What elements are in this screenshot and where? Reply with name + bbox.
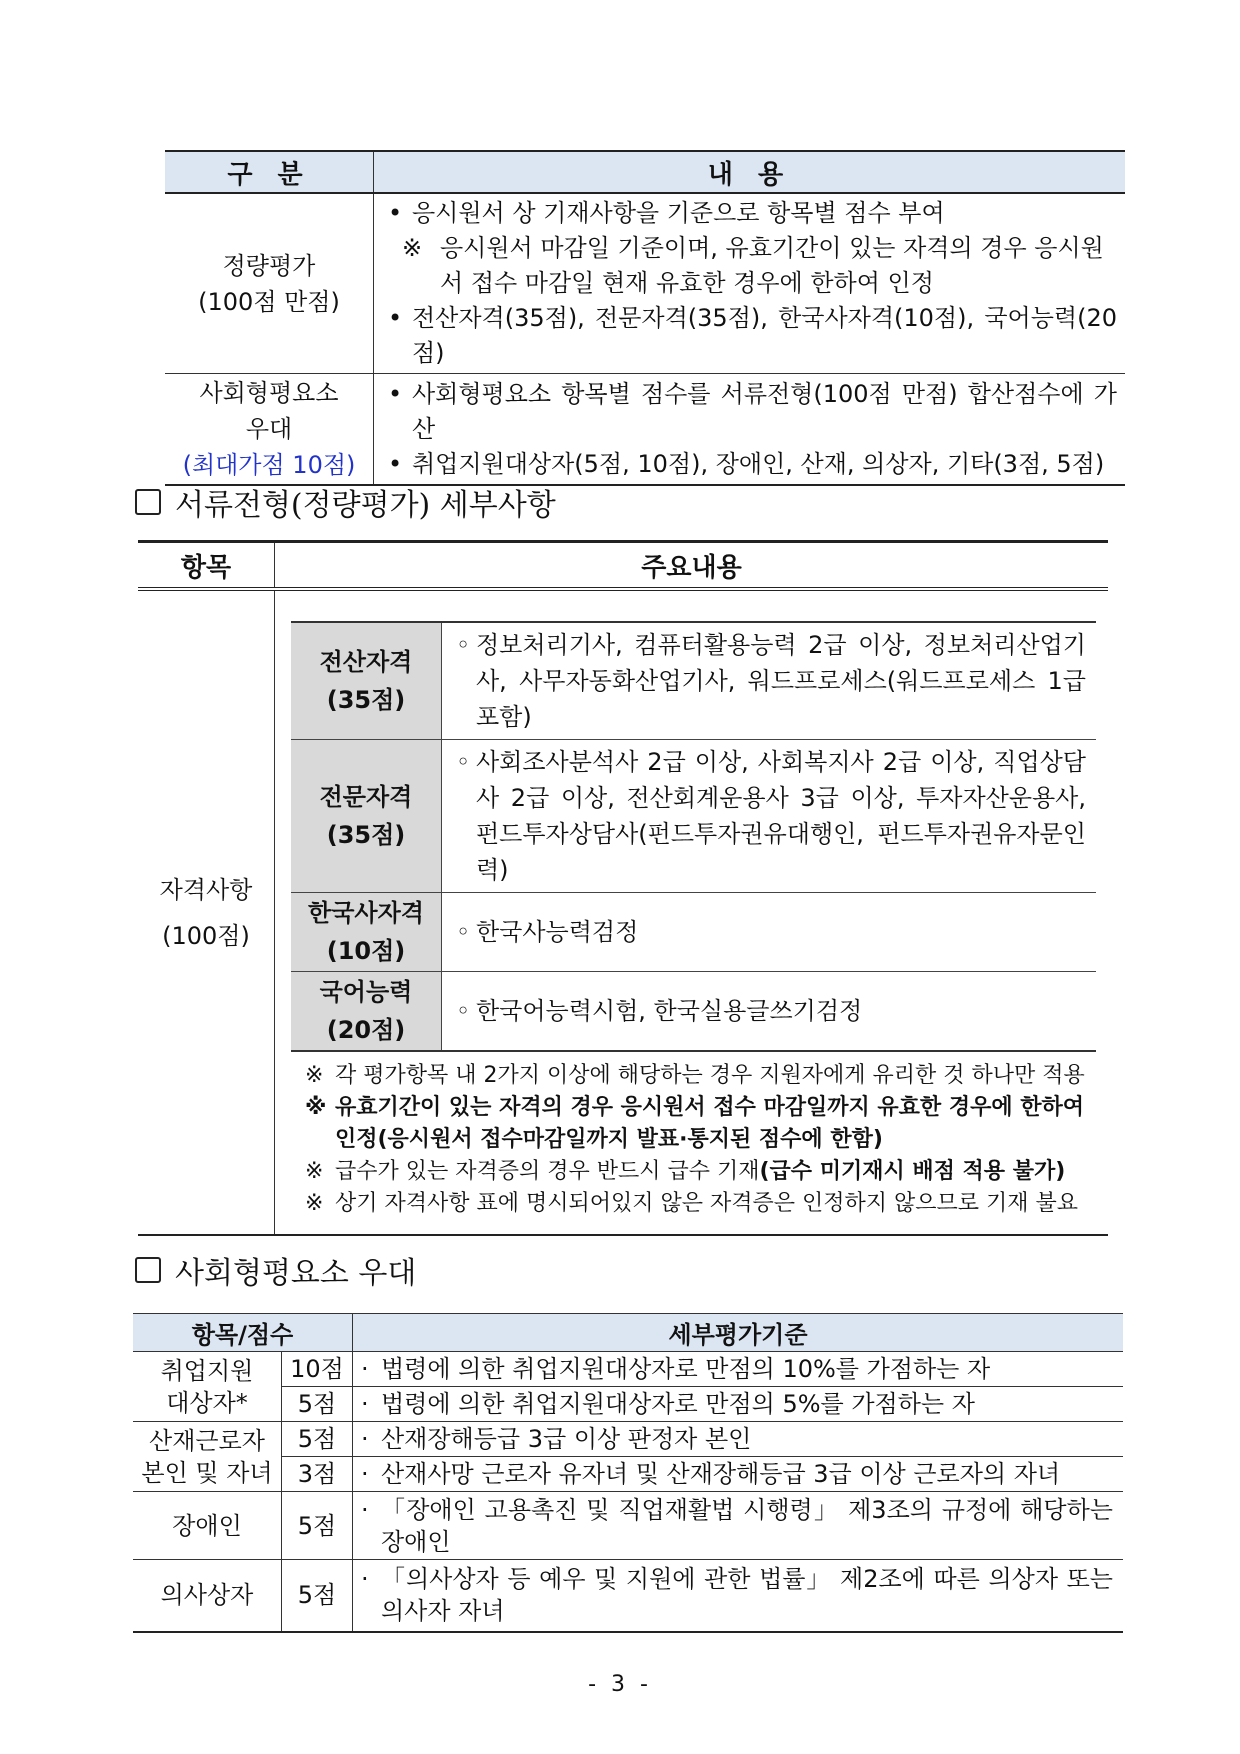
row-content bbox=[374, 193, 1126, 374]
evaluation-overview-table bbox=[165, 150, 1125, 486]
qualification-content: ◦ 사회조사분석사 2급 이상, 사회복지사 2급 이상, 직업상담사 2급 이상, 전산회계운용사 3급 이상, 투자자산운용사, 펀드투자상담사(펀드투자권유대행인, 펀드투자권유자문인력) bbox=[442, 740, 1097, 893]
qualification-content: ◦ 한국어능력시험, 한국실용글쓰기검정 bbox=[442, 972, 1097, 1052]
score: 5점 bbox=[282, 1387, 353, 1422]
criteria: · 산재장해등급 3급 이상 판정자 본인 bbox=[353, 1422, 1124, 1457]
table-row bbox=[165, 193, 1125, 374]
qualification-content: ◦ 정보처리기사, 컴퓨터활용능력 2급 이상, 정보처리산업기사, 사무자동화산업기사, 워드프로세스(워드프로세스 1급 포함) bbox=[442, 622, 1097, 740]
column-header-content: 내 용 bbox=[374, 151, 1126, 193]
table-row bbox=[133, 1457, 1123, 1492]
social-equity-table bbox=[133, 1313, 1123, 1633]
criteria: · 「장애인 고용촉진 및 직업재활법 시행령」 제3조의 규정에 해당하는 장애인 bbox=[353, 1492, 1124, 1560]
column-header-main-content: 주요내용 bbox=[275, 542, 1109, 590]
bullet-item: • 사회형평요소 항목별 점수를 서류전형(100점 만점) 합산점수에 가산 bbox=[388, 379, 1117, 443]
qualification-name: 전산자격 (35점) bbox=[291, 622, 442, 740]
label-line: 정량평가 bbox=[222, 251, 316, 280]
bullet-item: • 응시원서 상 기재사항을 기준으로 항목별 점수 부여 bbox=[388, 199, 945, 227]
qualification-name: 국어능력 (20점) bbox=[291, 972, 442, 1052]
criteria: · 법령에 의한 취업지원대상자로 만점의 10%를 가점하는 자 bbox=[353, 1352, 1124, 1387]
row-label bbox=[138, 589, 275, 1235]
note-item: ※ 급수가 있는 자격증의 경우 반드시 급수 기재(급수 미기재시 배점 적용 불가) bbox=[305, 1159, 1066, 1184]
table-row bbox=[133, 1352, 1123, 1387]
column-header-category: 구 분 bbox=[165, 151, 374, 193]
label-line: (100점) bbox=[162, 921, 250, 950]
label-line: (100점 만점) bbox=[198, 287, 340, 316]
column-header-criteria: 세부평가기준 bbox=[353, 1314, 1124, 1352]
section-title: 사회형평요소 우대 bbox=[175, 1256, 417, 1291]
table-header-row bbox=[138, 542, 1108, 590]
label-line: 우대 bbox=[245, 415, 293, 443]
note-item: ※ 응시원서 마감일 기준이며, 유효기간이 있는 자격의 경우 응시원서 접수 마감일 현재 유효한 경우에 한하여 인정 bbox=[402, 234, 1104, 297]
criteria: · 산재사망 근로자 유자녀 및 산재장해등급 3급 이상 근로자의 자녀 bbox=[353, 1457, 1124, 1492]
bullet-item: • 취업지원대상자(5점, 10점), 장애인, 산재, 의상자, 기타(3점, 5점) bbox=[388, 449, 1105, 478]
qualification-inner-table bbox=[291, 621, 1096, 1052]
table-header-row bbox=[133, 1314, 1123, 1352]
score: 10점 bbox=[282, 1352, 353, 1387]
row-content bbox=[374, 374, 1126, 486]
label-line: 자격사항 bbox=[159, 875, 253, 904]
group-name: 장애인 bbox=[133, 1492, 282, 1560]
row-label bbox=[165, 193, 374, 374]
criteria: · 「의사상자 등 예우 및 지원에 관한 법률」 제2조에 따른 의상자 또는 의사자 자녀 bbox=[353, 1560, 1124, 1632]
label-line: 사회형평요소 bbox=[199, 379, 339, 407]
column-header-item-score: 항목/점수 bbox=[133, 1314, 353, 1352]
qualification-content: ◦ 한국사능력검정 bbox=[442, 893, 1097, 972]
table-row bbox=[165, 374, 1125, 486]
table-row bbox=[138, 589, 1108, 1235]
page-number: - 3 - bbox=[588, 1672, 652, 1697]
qualification-row bbox=[291, 972, 1096, 1052]
qualification-row bbox=[291, 893, 1096, 972]
section-heading-social-equity bbox=[135, 1248, 416, 1292]
qualification-name: 한국사자격 (10점) bbox=[291, 893, 442, 972]
checkbox-square-icon bbox=[135, 489, 161, 515]
score: 5점 bbox=[282, 1422, 353, 1457]
group-name: 의사상자 bbox=[133, 1560, 282, 1632]
section-title: 서류전형(정량평가) 세부사항 bbox=[175, 488, 556, 523]
table-row bbox=[133, 1492, 1123, 1560]
qualification-details-table bbox=[138, 540, 1108, 1236]
bullet-item: • 전산자격(35점), 전문자격(35점), 한국사자격(10점), 국어능력(20점) bbox=[388, 304, 1117, 367]
note-item-bold: ※ 유효기간이 있는 자격의 경우 응시원서 접수 마감일까지 유효한 경우에 한하여 인정(응시원서 접수마감일까지 발표·통지된 점수에 한함) bbox=[305, 1095, 1084, 1152]
row-content bbox=[275, 589, 1109, 1235]
qualification-notes bbox=[291, 1060, 1096, 1220]
table-row bbox=[133, 1387, 1123, 1422]
label-highlight: (최대가점 10점) bbox=[182, 451, 356, 479]
checkbox-square-icon bbox=[135, 1257, 161, 1283]
qualification-row bbox=[291, 622, 1096, 740]
qualification-name: 전문자격 (35점) bbox=[291, 740, 442, 893]
section-heading-document-screening bbox=[135, 480, 556, 524]
score: 5점 bbox=[282, 1560, 353, 1632]
table-row bbox=[133, 1560, 1123, 1632]
group-name: 산재근로자 본인 및 자녀 bbox=[133, 1422, 282, 1492]
note-item: ※ 각 평가항목 내 2가지 이상에 해당하는 경우 지원자에게 유리한 것 하나만 적용 bbox=[305, 1063, 1085, 1088]
column-header-item: 항목 bbox=[138, 542, 275, 590]
qualification-row bbox=[291, 740, 1096, 893]
note-item: ※ 상기 자격사항 표에 명시되어있지 않은 자격증은 인정하지 않으므로 기재 불요 bbox=[305, 1191, 1079, 1216]
score: 5점 bbox=[282, 1492, 353, 1560]
criteria: · 법령에 의한 취업지원대상자로 만점의 5%를 가점하는 자 bbox=[353, 1387, 1124, 1422]
table-row bbox=[133, 1422, 1123, 1457]
group-name: 취업지원 대상자* bbox=[133, 1352, 282, 1422]
score: 3점 bbox=[282, 1457, 353, 1492]
table-header-row bbox=[165, 151, 1125, 193]
row-label bbox=[165, 374, 374, 486]
